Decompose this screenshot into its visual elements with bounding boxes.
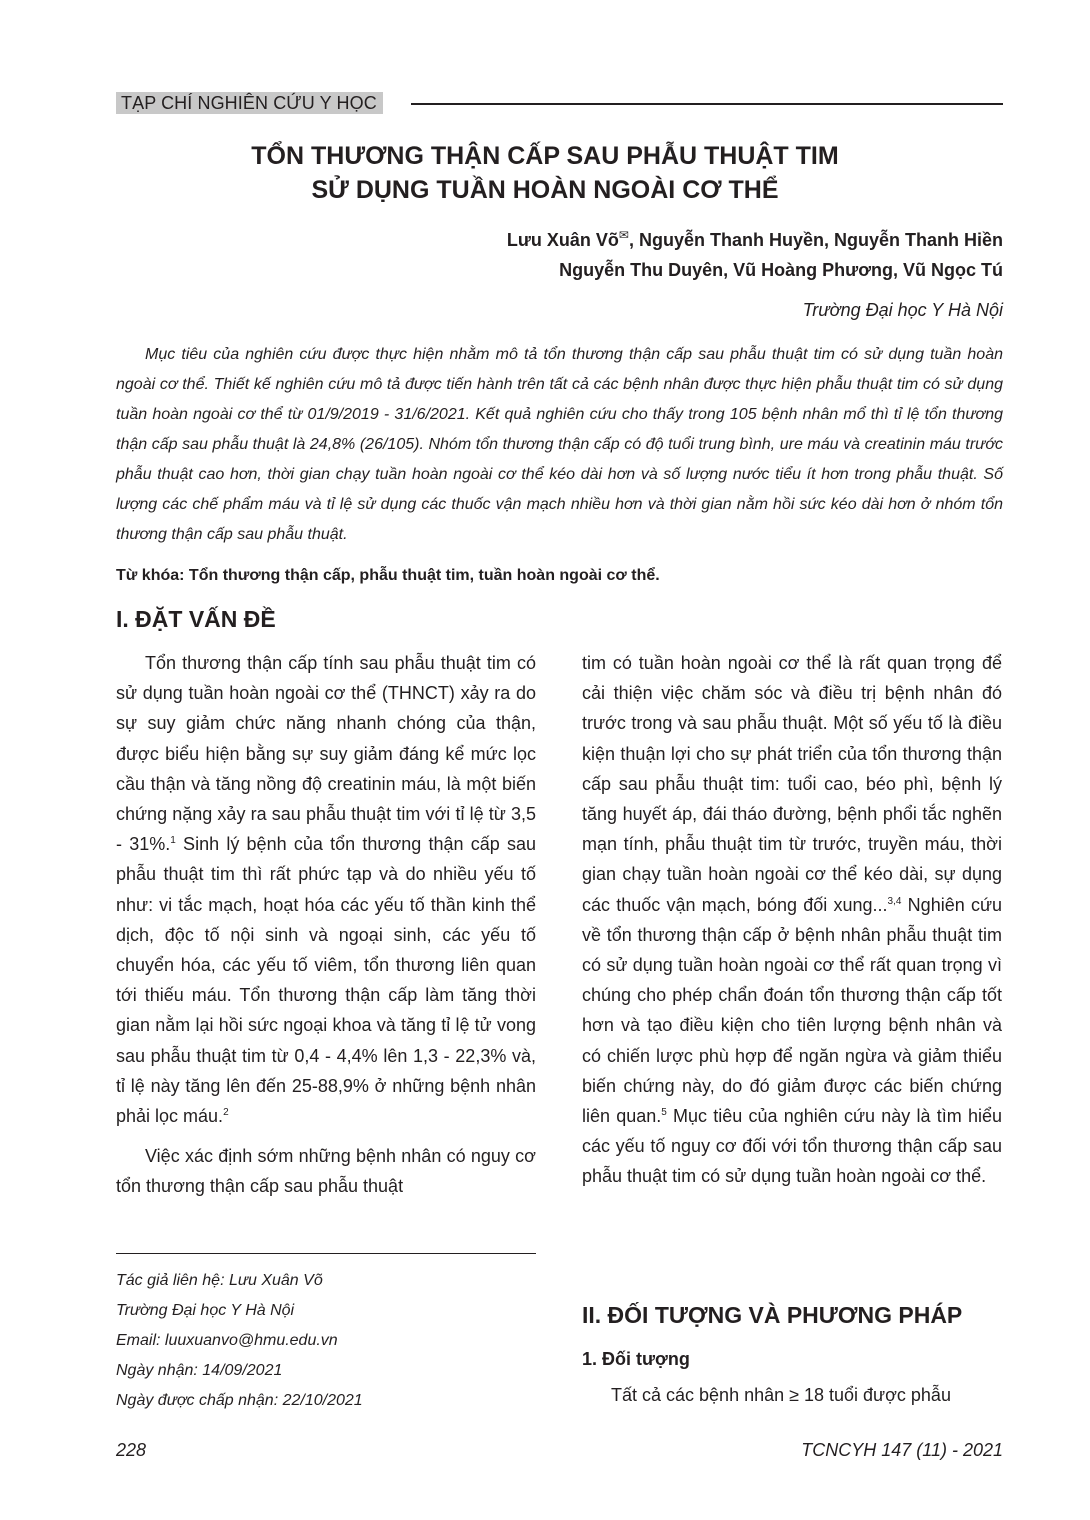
right-column (582, 648, 1002, 1192)
author-list (507, 225, 1003, 285)
intro-p2-text-a: tim có tuần hoàn ngoài cơ thể là rất quan trọng để cải thiện việc chăm sóc và điều trị bệnh nhân đó trước trong và sau phẫu thuật. Một số yếu tố là điều kiện thuận lợi cho sự phát triển của tổn thương thận cấp sau phẫu thuật tim: tuổi cao, béo phì, bệnh lý tăng huyết áp, đái tháo đường, bệnh phổi tắc nghẽn mạn tính, phẫu thuật tim từ trước, truyền máu, thời gian chạy tuần hoàn ngoài cơ thể kéo dài, sự dụng các thuốc vận mạch, bóng đối xung... (582, 653, 1002, 915)
authors-line-2: Nguyễn Thu Duyên, Vũ Hoàng Phương, Vũ Ngọc Tú (559, 260, 1003, 280)
affiliation: Trường Đại học Y Hà Nội (802, 300, 1003, 320)
coauthors-line-1: , Nguyễn Thanh Huyền, Nguyễn Thanh Hiền (628, 230, 1003, 250)
intro-p1-text-a: Tổn thương thận cấp tính sau phẫu thuật tim có sử dụng tuần hoàn ngoài cơ thể (THNCT) xảy ra do sự suy giảm chức năng nhanh chóng của thận, được biểu hiện bằng sự suy giảm đáng kể mức lọc cầu thận và tăng nồng độ creatinin máu, là một biến chứng nặng xảy ra sau phẫu thuật tim với tỉ lệ từ 3,5 - 31%. (116, 653, 536, 855)
page-number: 228 (116, 1440, 147, 1460)
envelope-icon: ✉ (618, 228, 629, 242)
citation-ref: 3,4 (887, 895, 902, 907)
citation-ref: 5 (661, 1107, 667, 1119)
intro-p2-text-b: Nghiên cứu về tổn thương thận cấp ở bệnh nhân phẫu thuật tim có sử dụng tuần hoàn ngoài cơ thể rất quan trọng vì chúng cho phép chẩn đoán tổn thương thận cấp tốt hơn và tạo điều kiện cho tiên lượng bệnh nhân và có chiến lược phù hợp để ngăn ngừa và giảm thiểu biến chứng này, do đó giảm được các biến chứng liên quan. (582, 894, 1003, 1127)
footnote-institution: Trường Đại học Y Hà Nội (116, 1302, 295, 1319)
subsection-heading-subjects: 1. Đối tượng (582, 1349, 690, 1369)
intro-paragraph-2-start: Việc xác định sớm những bệnh nhân có nguy cơ tổn thương thận cấp sau phẫu thuật (116, 1146, 536, 1197)
footnote-email: Email: luuxuanvo@hmu.edu.vn (116, 1332, 338, 1349)
methods-paragraph (582, 1380, 1002, 1410)
intro-paragraph-1 (116, 648, 536, 1131)
footnote-accepted: Ngày được chấp nhận: 22/10/2021 (116, 1392, 363, 1409)
journal-name: TẠP CHÍ NGHIÊN CỨU Y HỌC (116, 92, 383, 114)
title-line-2: SỬ DỤNG TUẦN HOÀN NGOÀI CƠ THỂ (311, 176, 779, 204)
footnote-contact: Tác giả liên hệ: Lưu Xuân Võ (116, 1272, 323, 1289)
header-rule (411, 103, 1003, 105)
left-column (116, 648, 536, 1202)
article-title (0, 139, 1090, 207)
intro-paragraph-2-continued (582, 648, 1002, 1192)
first-author: Lưu Xuân Võ (506, 230, 619, 250)
intro-p1-text-b: Sinh lý bệnh của tổn thương thận cấp sau phẫu thuật tim thì rất phức tạp và do nhiều yếu tố như: vi tắc mạch, hoạt hóa các yếu tố thần kinh thể dịch, độc tố nội sinh và ngoại sinh, các yếu tố chuyển hóa, các yếu tố viêm, tổn thương liên quan tới thiếu máu. Tổn thương thận cấp làm tăng thời gian nằm lại hồi sức ngoại khoa và tăng tỉ lệ tử vong sau phẫu thuật tim từ 0,4 - 4,4% lên 1,3 - 22,3% và, tỉ lệ này tăng lên đến 25-88,9% ở những bệnh nhân phải lọc máu. (116, 834, 536, 1127)
keywords: Từ khóa: Tổn thương thận cấp, phẫu thuật tim, tuần hoàn ngoài cơ thể. (116, 567, 660, 584)
section-heading-introduction: I. ĐẶT VẤN ĐỀ (116, 606, 276, 632)
citation-ref: 2 (223, 1107, 229, 1119)
section-heading-methods: II. ĐỐI TƯỢNG VÀ PHƯƠNG PHÁP (582, 1302, 963, 1328)
journal-header (116, 92, 1003, 114)
footnote-received: Ngày nhận: 14/09/2021 (116, 1362, 283, 1379)
journal-citation: TCNCYH 147 (11) - 2021 (801, 1440, 1003, 1460)
methods-p1-start: Tất cả các bệnh nhân ≥ 18 tuổi được phẫu (611, 1385, 951, 1405)
authors-line-1 (507, 225, 1003, 255)
footnote-rule (116, 1253, 536, 1254)
correspondence-footnote (116, 1266, 363, 1416)
abstract: Mục tiêu của nghiên cứu được thực hiện nhằm mô tả tổn thương thận cấp sau phẫu thuật tim có sử dụng tuần hoàn ngoài cơ thể. Thiết kế nghiên cứu mô tả được tiến hành trên tất cả các bệnh nhân được thực hiện phẫu thuật tim có sử dụng tuần hoàn ngoài cơ thể từ 01/9/2019 - 31/6/2021. Kết quả nghiên cứu cho thấy trong 105 bệnh nhân mổ thì tỉ lệ tổn thương thận cấp sau phẫu thuật là 24,8% (26/105). Nhóm tổn thương thận cấp có độ tuổi trung bình, ure máu và creatinin máu trước phẫu thuật cao hơn, thời gian chạy tuần hoàn ngoài cơ thể kéo dài hơn và số lượng nước tiểu ít hơn trong phẫu thuật. Số lượng các chế phẩm máu và tỉ lệ sử dụng các thuốc vận mạch nhiều hơn và thời gian nằm hồi sức kéo dài hơn ở nhóm tổn thương thận cấp sau phẫu thuật. (116, 346, 1003, 543)
intro-p2-text-c: Mục tiêu của nghiên cứu này là tìm hiểu các yếu tố nguy cơ đối với tổn thương thận cấp sau phẫu thuật tim có sử dụng tuần hoàn ngoài cơ thể. (582, 1106, 1002, 1187)
title-line-1: TỔN THƯƠNG THẬN CẤP SAU PHẪU THUẬT TIM (251, 142, 839, 170)
citation-ref: 1 (170, 835, 176, 847)
